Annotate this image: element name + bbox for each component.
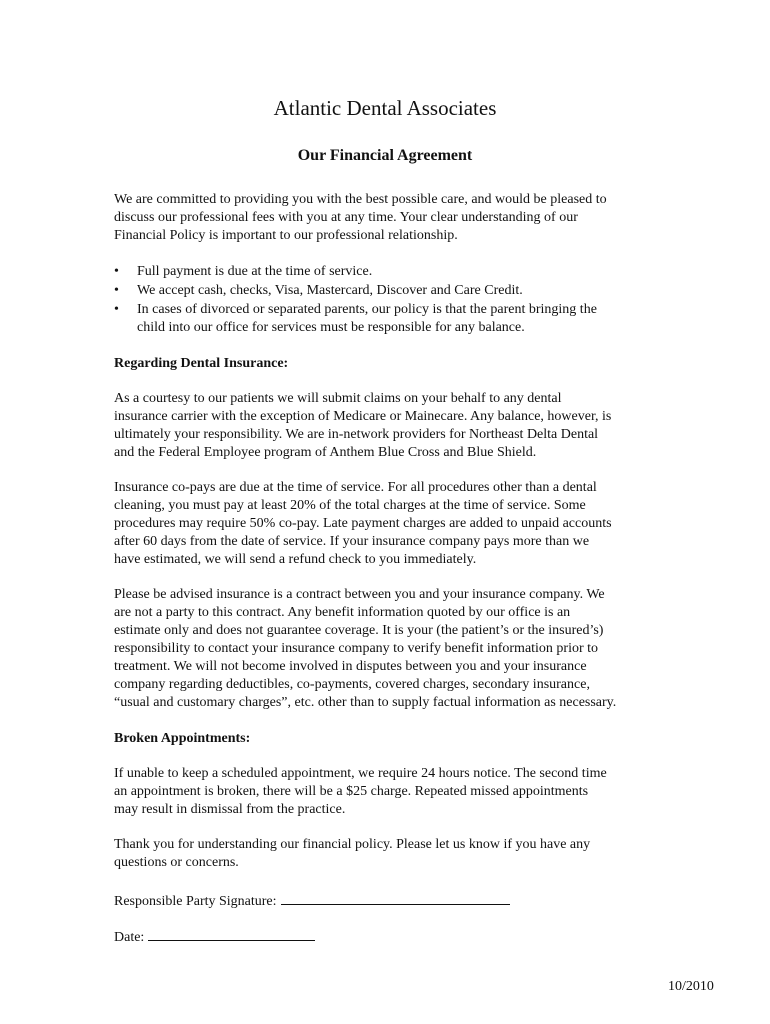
insurance-para1-line: ultimately your responsibility. We are in-network providers for Northeast Delta Dental <box>114 427 599 442</box>
insurance-para2-line: cleaning, you must pay at least 20% of the total charges at the time of service. Some <box>114 498 586 513</box>
insurance-para2-line: have estimated, we will send a refund check to you immediately. <box>114 552 477 567</box>
bullet-marker: • <box>114 302 119 317</box>
insurance-para3-line: Please be advised insurance is a contract between you and your insurance company. We <box>114 587 605 602</box>
organization-name: Atlantic Dental Associates <box>273 96 497 120</box>
insurance-para3-line: treatment. We will not become involved in disputes between you and your insurance <box>114 659 587 674</box>
insurance-para2-line: procedures may require 50% co-pay. Late payment charges are added to unpaid accounts <box>114 516 612 531</box>
insurance-para3-line: company regarding deductibles, co-payments, covered charges, secondary insurance, <box>114 677 590 692</box>
bullet-item-continued: child into our office for services must be responsible for any balance. <box>137 320 525 335</box>
intro-line: Financial Policy is important to our professional relationship. <box>114 228 458 243</box>
bullet-marker: • <box>114 264 119 279</box>
closing-line: questions or concerns. <box>114 855 239 870</box>
insurance-para3-line: are not a party to this contract. Any benefit information quoted by our office is an <box>114 605 571 620</box>
signature-row <box>114 890 510 911</box>
appointments-heading: Broken Appointments: <box>114 731 251 746</box>
insurance-para1-line: and the Federal Employee program of Anthem Blue Cross and Blue Shield. <box>114 445 537 460</box>
date-label: Date: <box>114 930 145 945</box>
insurance-para3-line: responsibility to contact your insurance company to verify benefit information prior to <box>114 641 599 656</box>
document-title: Our Financial Agreement <box>297 147 473 164</box>
insurance-heading: Regarding Dental Insurance: <box>114 356 289 371</box>
insurance-para2-line: after 60 days from the date of service. If your insurance company pays more than we <box>114 534 590 549</box>
insurance-para3-line: estimate only and does not guarantee coverage. It is your (the patient’s or the insured’s) <box>114 623 604 638</box>
bullet-item: We accept cash, checks, Visa, Mastercard, Discover and Care Credit. <box>137 283 523 298</box>
appointments-line: If unable to keep a scheduled appointment, we require 24 hours notice. The second time <box>114 766 607 781</box>
signature-field[interactable] <box>281 890 510 905</box>
bullet-item: Full payment is due at the time of service. <box>137 264 373 279</box>
insurance-para1-line: insurance carrier with the exception of Medicare or Mainecare. Any balance, however, is <box>114 409 612 424</box>
revision-date: 10/2010 <box>668 979 714 994</box>
insurance-para3-line: “usual and customary charges”, etc. other than to supply factual information as necessary. <box>114 695 617 710</box>
bullet-item: In cases of divorced or separated parents, our policy is that the parent bringing the <box>137 302 597 317</box>
insurance-para1-line: As a courtesy to our patients we will submit claims on your behalf to any dental <box>114 391 562 406</box>
closing-line: Thank you for understanding our financial policy. Please let us know if you have any <box>114 837 591 852</box>
signature-label: Responsible Party Signature: <box>114 894 277 909</box>
date-row <box>114 926 315 947</box>
insurance-para2-line: Insurance co-pays are due at the time of service. For all procedures other than a dental <box>114 480 597 495</box>
date-field[interactable] <box>148 926 315 941</box>
intro-line: We are committed to providing you with the best possible care, and would be pleased to <box>114 192 607 207</box>
appointments-line: may result in dismissal from the practice. <box>114 802 346 817</box>
intro-line: discuss our professional fees with you at any time. Your clear understanding of our <box>114 210 578 225</box>
bullet-marker: • <box>114 283 119 298</box>
appointments-line: an appointment is broken, there will be a $25 charge. Repeated missed appointments <box>114 784 589 799</box>
